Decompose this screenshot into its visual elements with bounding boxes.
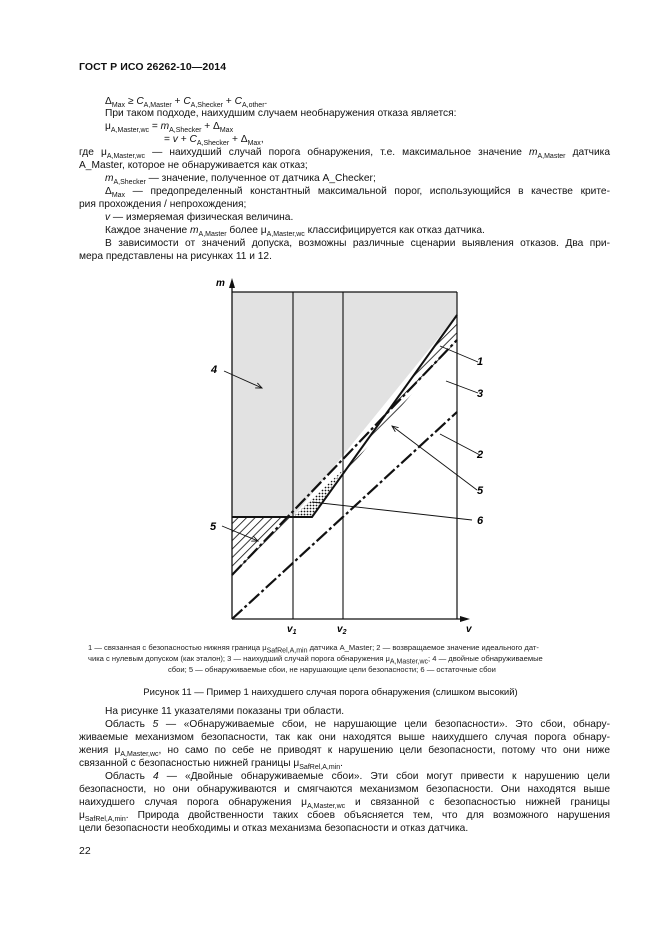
paragraph-line: $\mu_{SafRel,A,min}$. Природа двойственности таких сбоев объясняется тем, что для возможного нарушения [79,810,610,824]
figure-legend-line: 1 — связанная с безопасностью нижняя граница $\mu_{SafRel,A,min}$ датчика A_Master; 2 — возвращаемое значение идеального дат- [88,643,539,655]
figure-legend-line: сбои; 5 — обнаруживаемые сбои, не нарушающие цели безопасности; 6 — остаточные сбои [168,665,496,674]
formula-mu-wc-cont: = $v + C_{A,Shecker} + \Delta_{Max}$, [164,134,264,148]
tick-v1: v [287,624,293,635]
callout-4: 4 [211,364,218,376]
callout-1: 1 [477,356,484,368]
paragraph-line: безопасности, но они обнаруживаются и смягчаются механизмом безопасности. Они находятся выше [79,784,610,795]
tick-v2-sub: 2 [342,629,347,636]
paragraph-line: Область 5 — «Обнаруживаемые сбои, не нарушающие цели безопасности». Это сбои, обнару- [105,719,610,730]
definition-line: v — измеряемая физическая величина. [105,212,294,223]
definition-line: где $\mu_{A,Master,wc}$ — наихудший случай порога обнаружения, т.е. максимальное значение $m_{A,Master}$ датчика [79,147,610,161]
paragraph-line: На рисунке 11 указателями показаны три области. [105,706,345,717]
region-4-double-detected [232,292,457,517]
paragraph-line: При таком подходе, наихудшим случаем необнаружения отказа является: [105,108,457,119]
leader-6 [312,502,472,520]
svg-text:v1 [287,624,297,636]
paragraph-line: жения $\mu_{A,Master,wc}$, но само по себе не приводят к нарушению цели безопасности, потому что они ниже [79,745,610,759]
formula-delta-max: $\Delta_{Max} \ge C_{A,Master} + C_{A,Shecker} + C_{A,other}$. [105,96,268,110]
callout-6: 6 [477,515,484,527]
paragraph-line: живаемые механизмом безопасности, так как они находятся выше наихудшего случая порога обнару- [79,732,610,743]
axis-x-label: v [466,624,472,635]
paragraph-line: В зависимости от значений допуска, возможны различные сценарии выявления отказов. Два при- [105,238,610,249]
definition-line: $\Delta_{Max}$ — предопределенный константный максимальной порог, использующийся в качестве крите- [105,186,610,200]
definition-line: $m_{A,Shecker}$ — значение, полученное от датчика A_Checker; [105,173,376,187]
paragraph-line: цели безопасности необходимы и отказ механизма безопасности и отказ датчика. [79,823,469,834]
paragraph-line: Область 4 — «Двойные обнаруживаемые сбои». Эти сбои могут привести к нарушению цели [105,771,610,782]
callout-5-right: 5 [477,485,484,497]
callout-5-left: 5 [210,521,217,533]
definition-line: рия прохождения / непрохождения; [79,199,247,210]
definition-line: A_Master, которое не обнаруживается как отказ; [79,160,308,171]
tick-v2: v [337,624,343,635]
x-axis-arrow [460,616,470,622]
page-number: 22 [79,845,91,857]
figure-title: Рисунок 11 — Пример 1 наихудшего случая порога обнаружения (слишком высокий) [143,687,518,698]
leader-1 [440,346,478,362]
leader-2 [440,434,480,455]
axis-y-label: m [216,278,225,289]
leader-5-right [392,426,477,490]
page-header: ГОСТ Р ИСО 26262-10—2014 [79,61,227,73]
callout-2: 2 [477,449,484,461]
svg-text:v2 [337,624,347,636]
tick-v1-sub: 1 [292,629,297,636]
formula-mu-wc: $\mu_{A,Master,wc} = m_{A,Shecker} + \Delta_{Max}$ [105,121,234,135]
y-axis-arrow [229,278,235,288]
paragraph-line: мера представлены на рисунках 11 и 12. [79,251,272,262]
leader-3 [446,381,478,393]
figure-legend-line: чика с нулевым допуском (как эталон); 3 — наихудший случай порога обнаружения $\mu_{A,Master,wc}$; 4 — двойные обнаруживаемые [88,654,543,666]
callout-3: 3 [477,388,484,400]
paragraph-line: связанной с безопасностью нижней границы $\mu_{SafRel,A,min}$. [79,758,343,772]
paragraph-line: Каждое значение $m_{A,Master}$ более $\mu_{A,Master,wc}$ классифицируется как отказ датчика. [105,225,485,239]
paragraph-line: наихудшего случая порога обнаружения $\mu_{A,Master,wc}$ и связанной с безопасностью нижней границы [79,797,610,811]
